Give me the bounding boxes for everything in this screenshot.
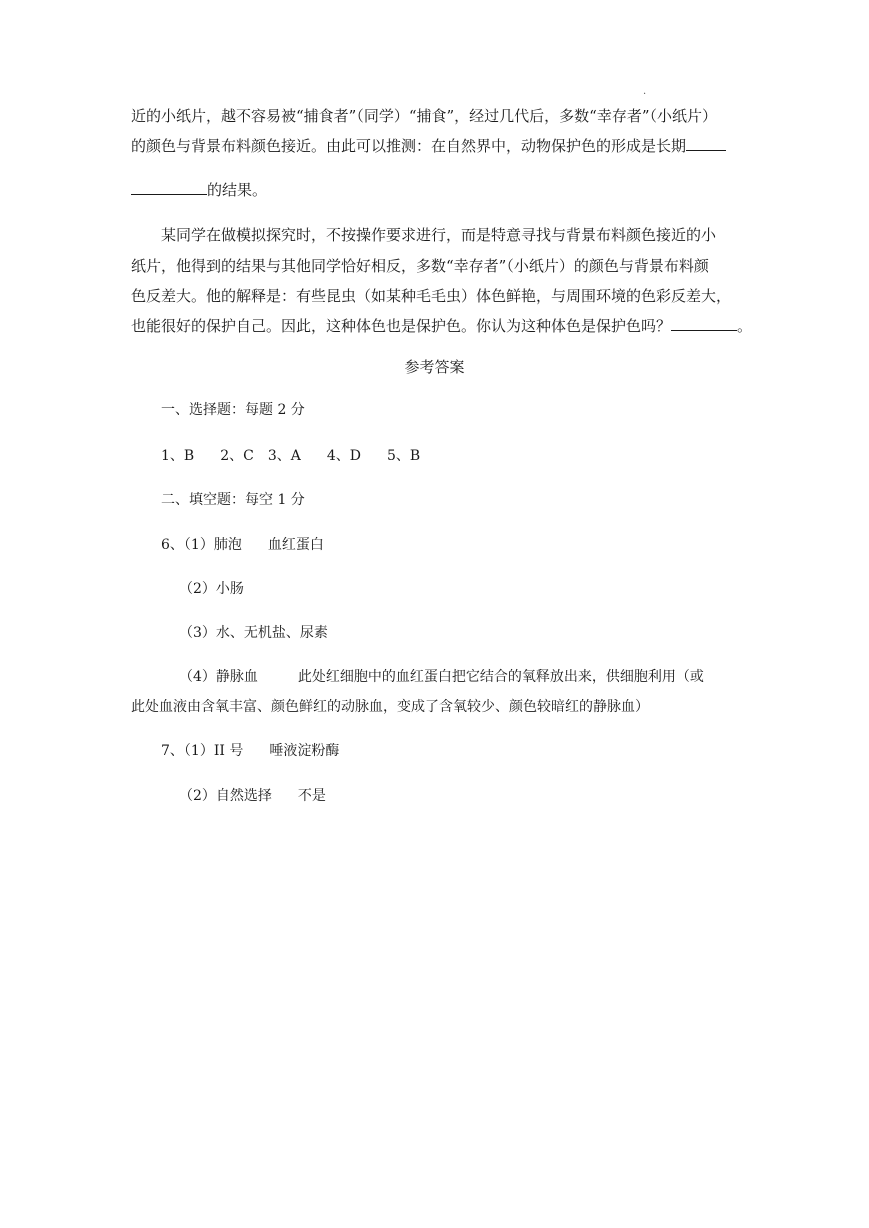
- q6-part1-answer-a: 肺泡: [213, 537, 242, 553]
- q6-label: 6、: [161, 537, 184, 553]
- choice-answer-3: 3、A: [267, 448, 301, 464]
- q7-part2: [179, 786, 326, 806]
- paragraph2-line4: [131, 316, 753, 336]
- header-dot: .: [643, 86, 647, 97]
- paragraph1-line3-text: 的结果。: [207, 181, 268, 199]
- paragraph1-line2-text: 的颜色与背景布料颜色接近。由此可以推测：在自然界中，动物保护色的形成是长期: [131, 137, 687, 155]
- paragraph2-line4-end: 。: [737, 317, 753, 335]
- q6-part1-num: （1）: [183, 537, 214, 553]
- paragraph2-line1: 某同学在做模拟探究时，不按操作要求进行，而是特意寻找与背景布料颜色接近的小: [161, 226, 717, 244]
- q7-part1-num: （1）: [183, 743, 214, 759]
- section1-heading: 一、选择题：每题 2 分: [161, 402, 305, 418]
- section2-heading: 二、填空题：每空 1 分: [161, 492, 305, 508]
- paragraph1-line1: 近的小纸片，越不容易被“捕食者”（同学）“捕食”，经过几代后，多数“幸存者”（小纸片）: [131, 107, 718, 125]
- q7-part1: [161, 741, 339, 761]
- q6-part2: （2）小肠: [179, 581, 244, 597]
- q6-part4-num: （4）: [179, 669, 216, 685]
- q7-part2-answer-a: 自然选择: [215, 788, 272, 804]
- answer-blank-2[interactable]: [671, 316, 737, 331]
- answer-blank-1a[interactable]: [686, 136, 726, 151]
- paragraph1-line2: [131, 136, 741, 156]
- q7-part1-answer-b: 唾液淀粉酶: [269, 743, 340, 759]
- paragraph1-line3: [131, 180, 741, 200]
- choice-answer-1: 1、B: [161, 448, 195, 464]
- q7-part1-answer-a: II 号: [213, 743, 244, 759]
- q7-part2-answer-b: 不是: [297, 788, 326, 804]
- q6-part4: [179, 667, 704, 687]
- q6-part4-answer-b: 此处红细胞中的血红蛋白把它结合的氧释放出来，供细胞利用（或: [297, 669, 704, 685]
- answers-title: 参考答案: [404, 358, 465, 376]
- paragraph2-line3: 色反差大。他的解释是：有些昆虫（如某种毛毛虫）体色鲜艳，与周围环境的色彩反差大，: [131, 287, 732, 305]
- choice-answers: [161, 446, 420, 466]
- q6-part4-answer-a: 静脉血: [215, 669, 258, 685]
- paragraph2-line2: 纸片，他得到的结果与其他同学恰好相反，多数“幸存者”（小纸片）的颜色与背景布料颜: [131, 257, 709, 275]
- q7-label: 7、: [161, 743, 184, 759]
- choice-answer-2: 2、C: [220, 448, 254, 464]
- answer-blank-1b[interactable]: [131, 180, 207, 195]
- choice-answer-4: 4、D: [326, 448, 361, 464]
- q7-part2-num: （2）: [179, 788, 216, 804]
- paragraph2-line4-text: 也能很好的保护自己。因此，这种体色也是保护色。你认为这种体色是保护色吗？: [131, 317, 672, 335]
- q6-part1: [161, 535, 324, 555]
- q6-part1-answer-b: 血红蛋白: [267, 537, 324, 553]
- q6-part3: （3）水、无机盐、尿素: [179, 625, 328, 641]
- q6-part4-continued: 此处血液由含氧丰富、颜色鲜红的动脉血，变成了含氧较少、颜色较暗红的静脉血）: [131, 699, 649, 715]
- choice-answer-5: 5、B: [387, 448, 421, 464]
